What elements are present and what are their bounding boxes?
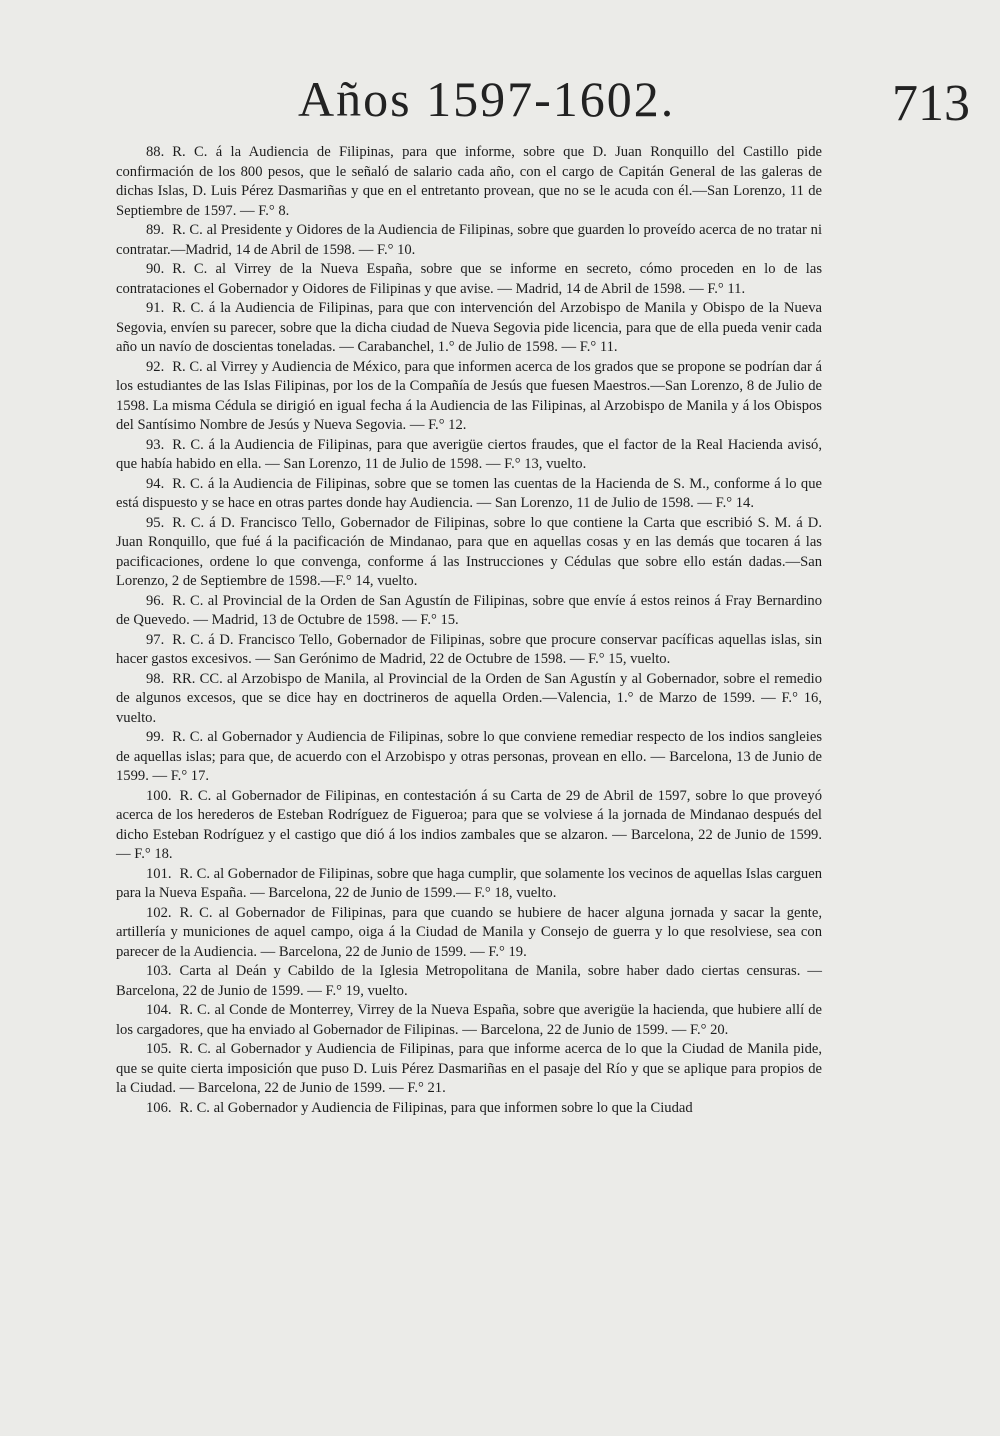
entry-text: R. C. al Gobernador y Audiencia de Filipinas, para que informe acerca de lo que la Ciudad de Manila pide, que se quite cierta imposición que puso D. Luis Pérez Dasmariñas en el pasaje del Río y que se aplique para propios de la Ciudad. — Barcelona, 22 de Junio de 1599. — F.° 21. [116,1041,822,1096]
entry-number: 104. [146,1002,172,1018]
entry-number: 92. [146,358,165,375]
entry-text: R. C. al Gobernador y Audiencia de Filipinas, sobre lo que conviene remediar respecto de los indios sangleies de aquellas islas; para que, de acuerdo con el Arzobispo y otras personas, provean en ello. — Barcelona, 13 de Junio de 1599. — F.° 17. [116,729,822,784]
entry-number: 99. [146,729,165,745]
entry-text: R. C. al Gobernador de Filipinas, sobre que haga cumplir, que solamente los vecinos de aquellas Islas carguen para la Nueva España. — Barcelona, 22 de Junio de 1599.— F.° 18, vuelto. [116,865,822,901]
entry-text: R. C. á la Audiencia de Filipinas, para que averigüe ciertos fraudes, que el factor de la Real Hacienda avisó, que había habido en ella. — San Lorenzo, 11 de Julio de 1598. — F.° 13, vuelto. [116,436,822,472]
catalog-entry [116,962,822,1001]
entry-text: Carta al Deán y Cabildo de la Iglesia Metropolitana de Manila, sobre haber dado ciertas censuras. — Barcelona, 22 de Junio de 1599. — F.° 19, vuelto. [116,963,822,999]
catalog-entry [116,787,822,865]
entry-number: 100. [146,787,172,804]
entry-text: R. C. á la Audiencia de Filipinas, sobre que se tomen las cuentas de la Hacienda de S. M., conforme á lo que está dispuesto y se hace en otras partes donde hay Audiencia. — San Lorenzo, 11 de Julio de 1598. — F.° 14. [116,475,822,511]
catalog-entry [116,1099,822,1119]
entry-text: RR. CC. al Arzobispo de Manila, al Provincial de la Orden de San Agustín y al Gobernador, sobre el remedio de algunos excesos, que se dice hay en doctrineros de aquella Orden.—Valencia, 1.° de Marzo de 1599. — F.° 16, vuelto. [116,670,822,726]
entry-number: 106. [146,1099,172,1116]
entry-number: 105. [146,1041,172,1057]
entry-text: R. C. al Gobernador y Audiencia de Filipinas, para que informen sobre lo que la Ciudad [179,1099,693,1116]
catalog-entry [116,358,822,436]
catalog-entry [116,260,822,299]
entry-number: 102. [146,904,172,921]
entry-number: 90. [146,261,165,277]
catalog-entry [116,514,822,592]
catalog-entry [116,631,822,670]
catalog-entry [116,865,822,904]
entry-text: R. C. á la Audiencia de Filipinas, para que informe, sobre que D. Juan Ronquillo del Castillo pide confirmación de los 800 pesos, que le señaló de salario cada año, con el cargo de Capitán General de las galeras de dichas Islas, D. Luis Pérez Dasmariñas y que en el entretanto provean, que no se le acuda con él.—San Lorenzo, 11 de Septiembre de 1597. — F.° 8. [116,144,822,219]
entry-number: 101. [146,865,172,882]
catalog-entry [116,143,822,221]
entry-text: R. C. al Gobernador de Filipinas, en contestación á su Carta de 29 de Abril de 1597, sobre lo que proveyó acerca de los herederos de Esteban Rodríguez de Figueroa; para que se volviese á la jornada de Mindanao después del dicho Esteban Rodríguez y el castigo que dió á los indios zambales que se alzaron. — Barcelona, 22 de Junio de 1599. — F.° 18. [116,787,822,862]
entry-text: R. C. al Conde de Monterrey, Virrey de la Nueva España, sobre que averigüe la hacienda, que hubiere allí de los cargadores, que ha enviado al Gobernador de Filipinas. — Barcelona, 22 de Junio de 1599. — F.° 20. [116,1002,822,1038]
page-header [0,70,1000,150]
catalog-entry [116,475,822,514]
entry-text: R. C. al Gobernador de Filipinas, para que cuando se hubiere de hacer alguna jornada y sacar la gente, artillería y municiones de aquel campo, oiga á la Ciudad de Manila y Consejo de guerra y lo que resolviese, sea con parecer de la Audiencia. — Barcelona, 22 de Junio de 1599. — F.° 19. [116,904,822,960]
entry-number: 96. [146,592,165,609]
entry-text: R. C. á la Audiencia de Filipinas, para que con intervención del Arzobispo de Manila y Obispo de la Nueva Segovia, envíen su parecer, sobre que la dicha ciudad de Nueva Segovia pide licencia, para que de ella pueda venir cada año un navío de doscientas toneladas. — Carabanchel, 1.° de Julio de 1598. — F.° 11. [116,300,822,355]
entry-text: R. C. á D. Francisco Tello, Gobernador de Filipinas, sobre lo que contiene la Carta que escribió S. M. á D. Juan Ronquillo, que fué á la pacificación de Mindanao, para que en aquellas cosas y en las demás que tocaren á las pacificaciones, ordene lo que convenga, conforme á las Instrucciones y Cédulas que sobre ello están dadas.—San Lorenzo, 2 de Septiembre de 1598.—F.° 14, vuelto. [116,514,822,589]
entry-number: 88. [146,144,165,160]
entry-number: 94. [146,475,165,492]
catalog-entry [116,299,822,358]
entry-number: 89. [146,222,165,238]
entry-text: R. C. al Provincial de la Orden de San Agustín de Filipinas, sobre que envíe á estos reinos á Fray Bernardino de Quevedo. — Madrid, 13 de Octubre de 1598. — F.° 15. [116,592,822,628]
entry-number: 91. [146,300,165,316]
entry-number: 103. [146,963,172,979]
catalog-entry [116,1040,822,1099]
entry-number: 97. [146,631,165,648]
entry-number: 98. [146,670,165,687]
catalog-entry [116,221,822,260]
catalog-entry [116,1001,822,1040]
entry-text: R. C. á D. Francisco Tello, Gobernador de Filipinas, sobre que procure conservar pacíficas aquellas islas, sin hacer gastos excesivos. — San Gerónimo de Madrid, 22 de Octubre de 1598. — F.° 15, vuelto. [116,631,822,667]
entry-text: R. C. al Presidente y Oidores de la Audiencia de Filipinas, sobre que guarden lo proveído acerca de no tratar ni contratar.—Madrid, 14 de Abril de 1598. — F.° 10. [116,222,822,258]
catalog-entries [116,143,822,1118]
entry-text: R. C. al Virrey y Audiencia de México, para que informen acerca de los grados que se propone se podrían dar á los estudiantes de las Islas Filipinas, por los de la Compañía de Jesús que fuesen Maestros.—San Lorenzo, 8 de Julio de 1598. La misma Cédula se dirigió en igual fecha á la Audiencia de las Filipinas, al Arzobispo de Manila y á los Obispos del Santísimo Nombre de Jesús y Nueva Segovia. — F.° 12. [116,358,822,433]
catalog-entry [116,728,822,787]
entry-text: R. C. al Virrey de la Nueva España, sobre que se informe en secreto, cómo proceden en lo de las contrataciones el Gobernador y Oidores de Filipinas y que avise. — Madrid, 14 de Abril de 1598. — F.° 11. [116,261,822,297]
catalog-entry [116,904,822,963]
entry-number: 95. [146,514,165,531]
entry-number: 93. [146,436,165,453]
catalog-entry [116,670,822,729]
catalog-entry [116,436,822,475]
running-title: Años 1597-1602. [298,71,676,127]
catalog-entry [116,592,822,631]
page-number: 713 [892,75,970,132]
